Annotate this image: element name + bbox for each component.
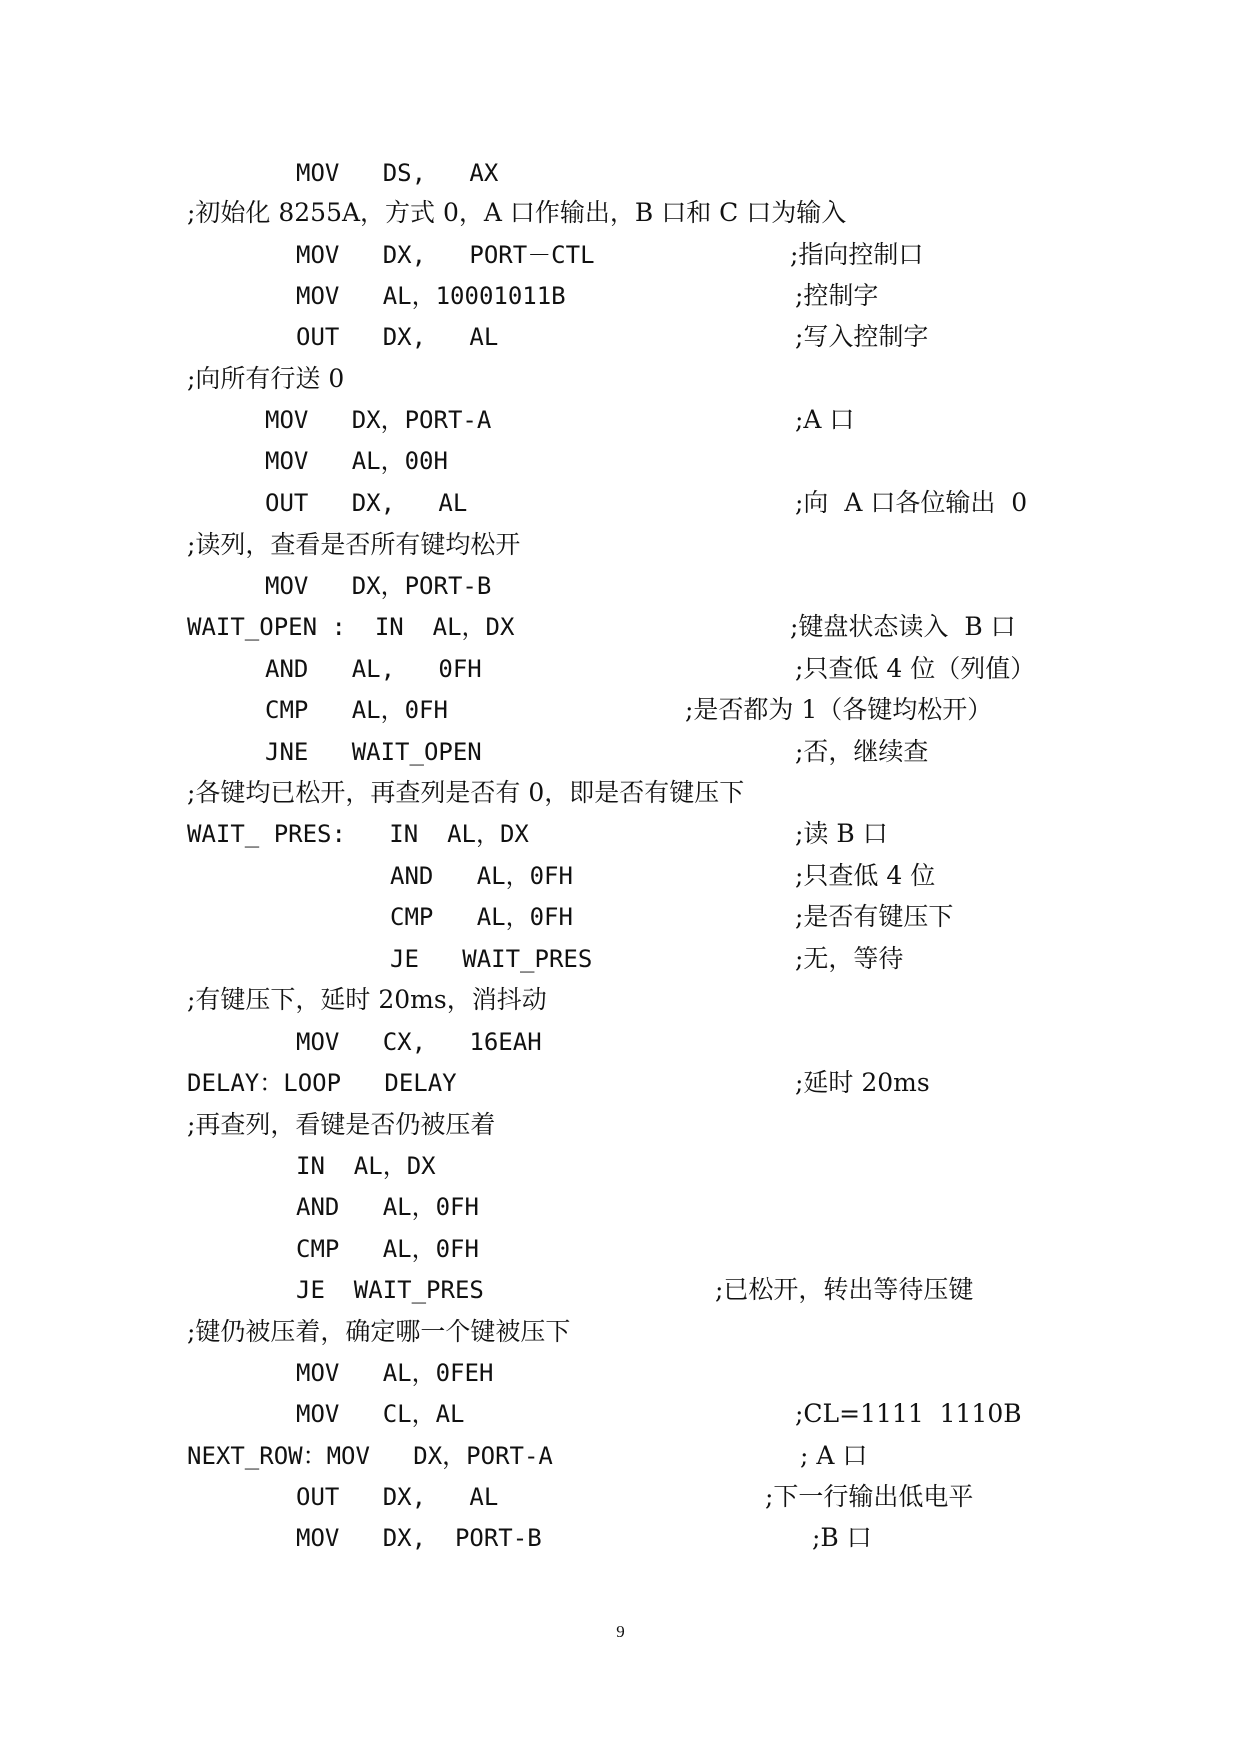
code-line: CMP AL，0FH [265,696,448,724]
comment-line: ;再查列，看键是否仍被压着 [187,1110,496,1139]
comment-line: ;A 口 [795,405,855,434]
code-line: WAIT_OPEN : IN AL，DX [187,613,515,641]
comment-line: ;是否有键压下 [795,902,954,931]
code-line: MOV DX，PORT-B [265,572,492,600]
comment-line: ;否，继续查 [795,737,929,766]
code-line: AND AL, 0FH [265,655,482,683]
comment-line: ;控制字 [795,281,879,310]
code-line: MOV AL，00H [265,447,448,475]
code-line: OUT DX, AL [265,489,468,517]
page-number: 9 [616,1622,625,1641]
code-line: MOV DX, PORT－CTL [296,241,595,269]
code-line: MOV AL，0FEH [296,1359,494,1387]
code-line: CMP AL，0FH [296,1235,479,1263]
code-line: MOV DX, PORT-B [296,1524,542,1552]
comment-line: ;各键均已松开，再查列是否有 0，即是否有键压下 [187,778,745,807]
code-line: CMP AL，0FH [390,903,573,931]
code-line: MOV AL，10001011B [296,282,566,310]
comment-line: ;键仍被压着，确定哪一个键被压下 [187,1317,571,1346]
comment-line: ;无，等待 [795,944,904,973]
code-line: JE WAIT_PRES [390,945,593,973]
code-line: NEXT_ROW：MOV DX，PORT-A [187,1442,553,1470]
comment-line: ;只查低 4 位 [795,861,936,890]
comment-line: ;已松开，转出等待压键 [715,1275,974,1304]
comment-line: ;下一行输出低电平 [765,1482,974,1511]
comment-line: ; A 口 [800,1441,868,1470]
comment-line: ;B 口 [812,1523,872,1552]
comment-line: ;CL=1111 1110B [795,1399,1022,1428]
comment-line: ;延时 20ms [795,1068,930,1097]
code-line: DELAY：LOOP DELAY [187,1069,457,1097]
code-line: MOV DX，PORT-A [265,406,492,434]
comment-line: ;写入控制字 [795,322,929,351]
comment-line: ;向 A 口各位输出 0 [795,488,1028,517]
comment-line: ;初始化 8255A，方式 0，A 口作输出，B 口和 C 口为输入 [187,198,847,227]
comment-line: ;键盘状态读入 B 口 [790,612,1016,641]
comment-line: ;指向控制口 [790,240,924,269]
code-line: MOV CX, 16EAH [296,1028,542,1056]
code-line: MOV DS, AX [296,159,499,187]
comment-line: ;有键压下，延时 20ms，消抖动 [187,985,547,1014]
code-line: OUT DX, AL [296,1483,499,1511]
comment-line: ;是否都为 1（各键均松开） [685,695,993,724]
code-line: JE WAIT_PRES [296,1276,484,1304]
code-line: AND AL，0FH [390,862,573,890]
comment-line: ;向所有行送 0 [187,364,345,393]
comment-line: ;读列，查看是否所有键均松开 [187,530,521,559]
code-line: JNE WAIT_OPEN [265,738,482,766]
code-line: AND AL，0FH [296,1193,479,1221]
comment-line: ;只查低 4 位（列值） [795,654,1036,683]
code-line: MOV CL，AL [296,1400,465,1428]
code-line: IN AL，DX [296,1152,436,1180]
code-line: OUT DX, AL [296,323,499,351]
code-line: WAIT_ PRES: IN AL，DX [187,820,529,848]
comment-line: ;读 B 口 [795,819,888,848]
